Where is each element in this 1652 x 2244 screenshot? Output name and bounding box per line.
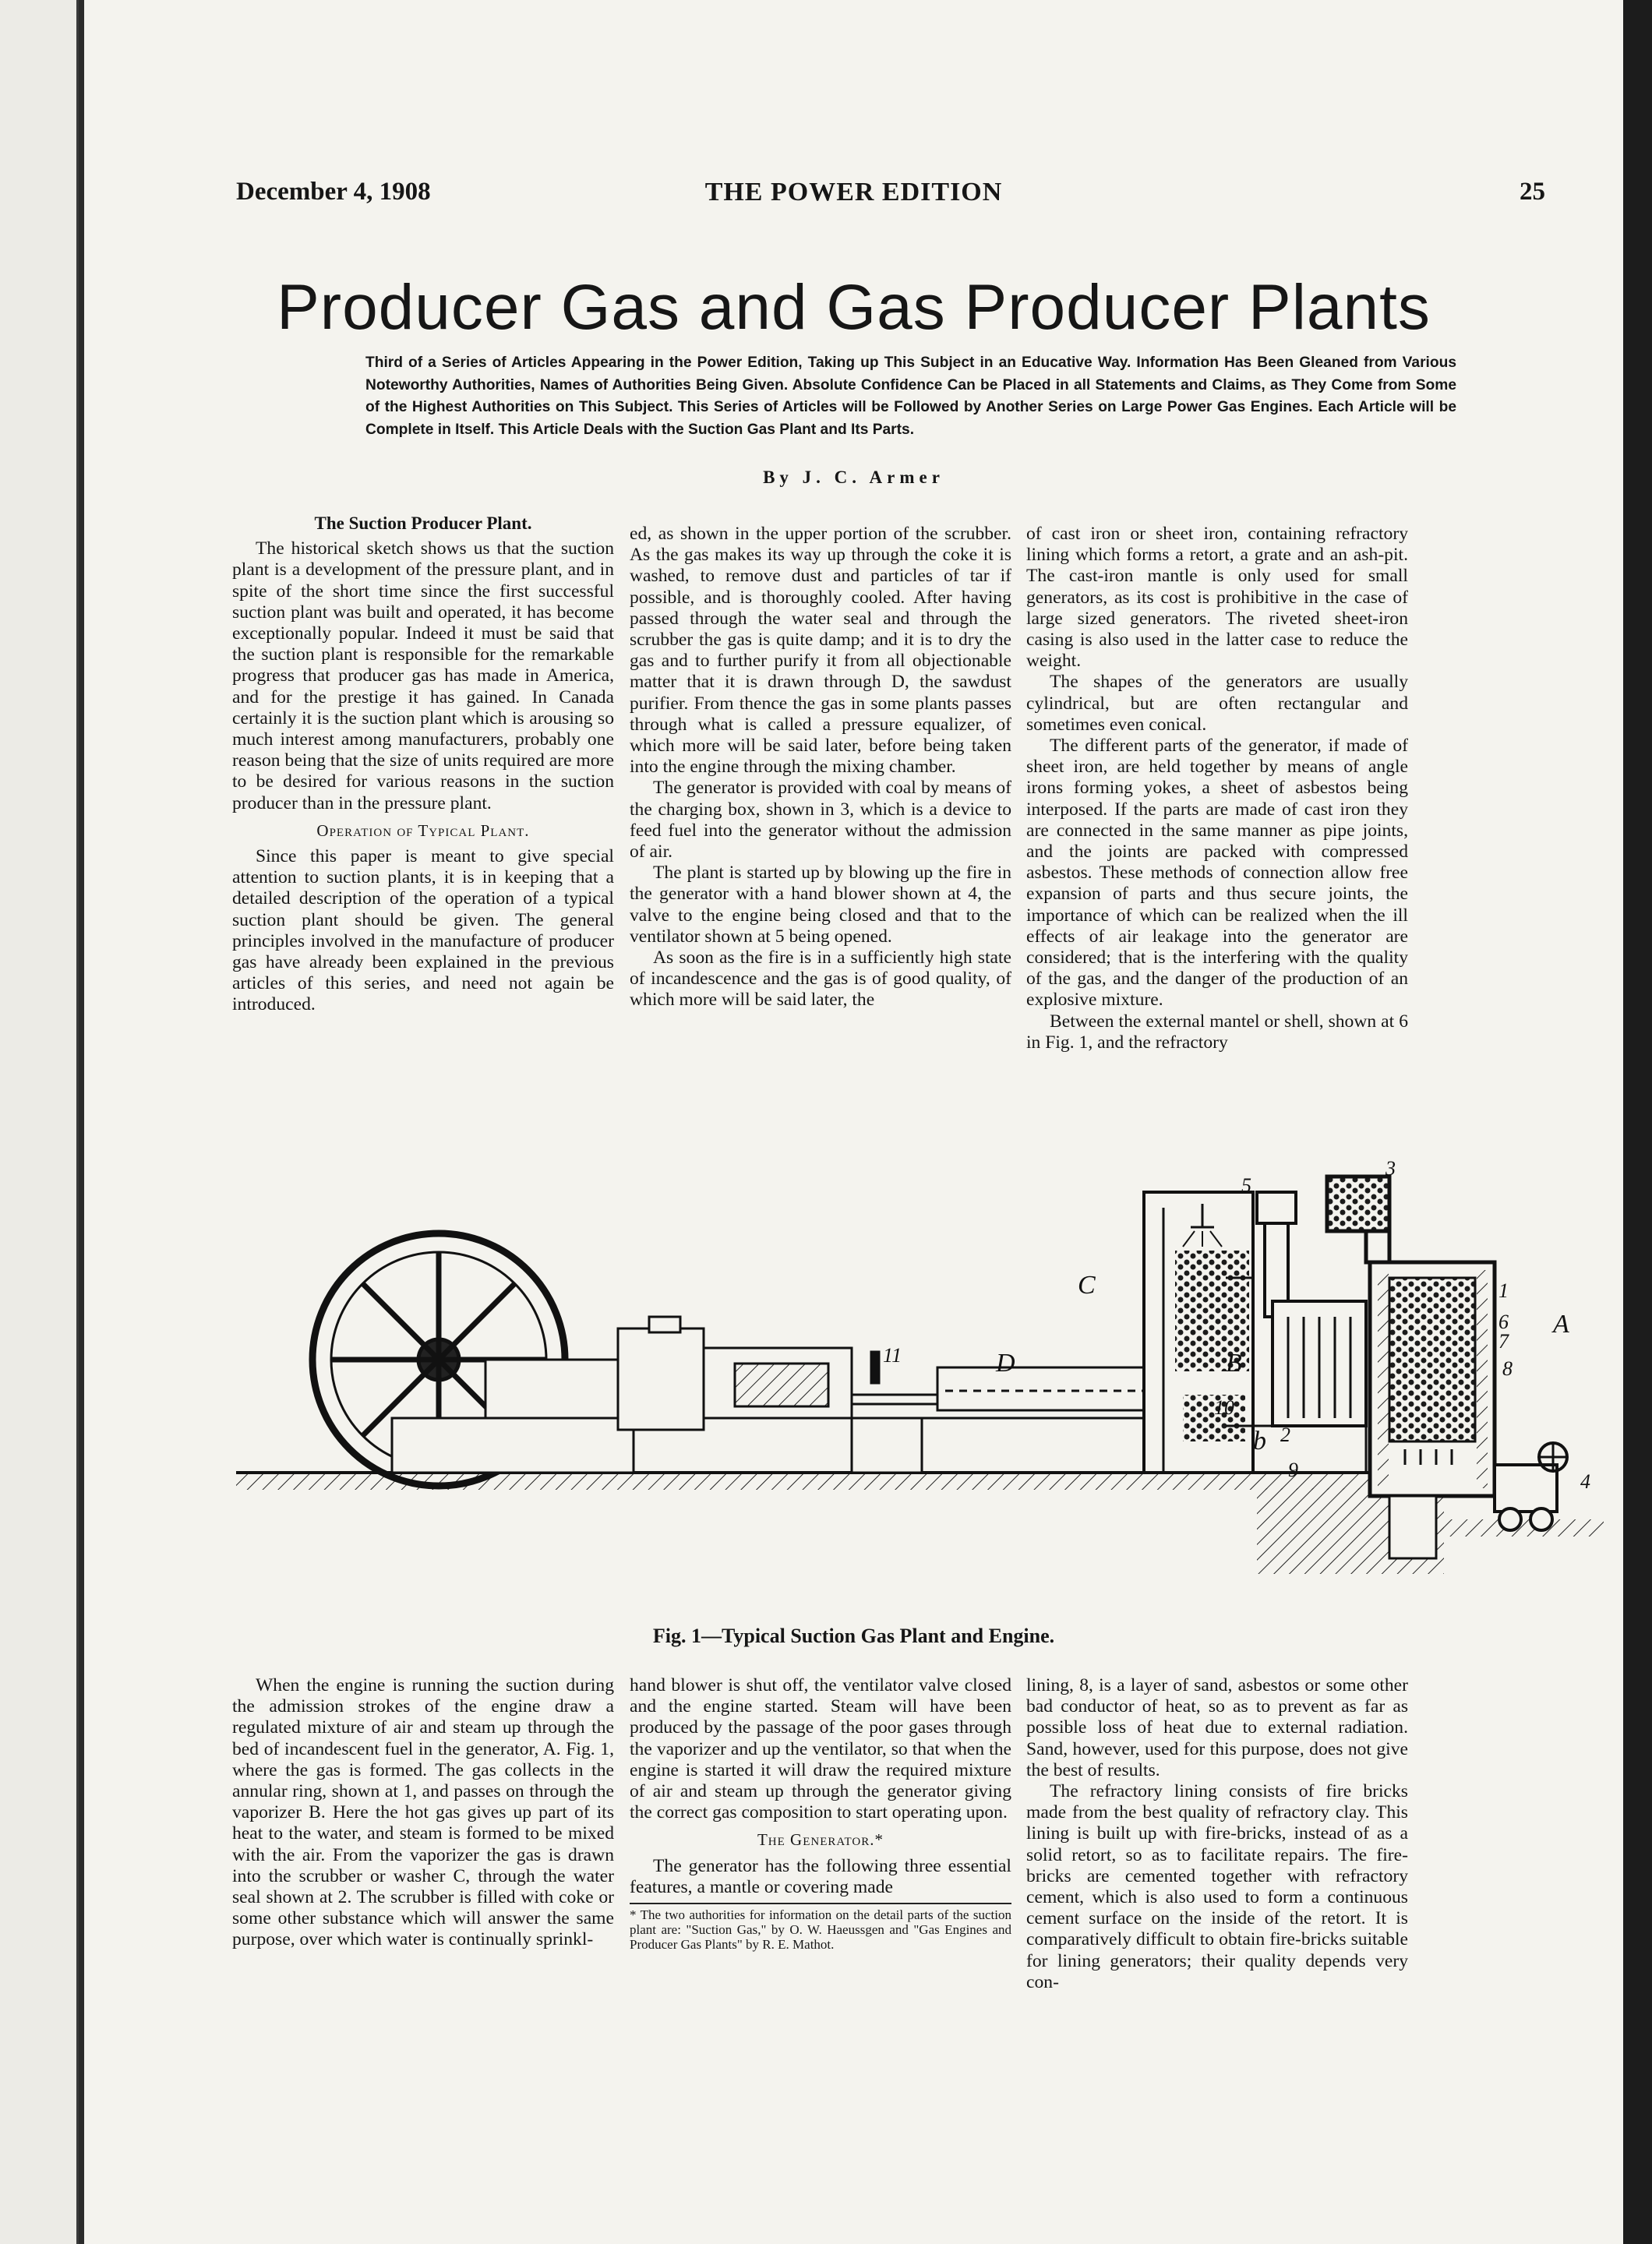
article-title: Producer Gas and Gas Producer Plants — [277, 272, 1431, 343]
paragraph: The different parts of the generator, if made of sheet iron, are held together by means of angle irons forming yokes, a sheet of asbestos being interposed. If the parts are made of cast iron they are connected in the same manner as pipe joints, and the joints are packed with compressed asbestos. These methods of connection allow free expansion of parts and thus secure joints, the importance of which can be realized when the ill effects of air leakage into the generator are considered; that is the interfering with the quality of the gas, and the danger of the production of an explosive mixture. — [1026, 736, 1408, 1011]
article-deck: Third of a Series of Articles Appearing in the Power Edition, Taking up This Subject in an Educative Way. Information Has Been Gleaned from Various Noteworthy Authorities, Names of Authorities Being Given. Absolute Confidence Can be Placed in all Statements and Claims, as They Come from Some of the Highest Authorities on This Subject. This Series of Articles will be Followed by Another Series on Large Power Gas Engines. Each Article will be Complete in Itself. This Article Deals with the Suction Gas Plant and Its Parts. — [365, 355, 1456, 438]
figure-label-8: 8 — [1502, 1357, 1513, 1380]
column-6 — [1026, 1675, 1408, 1993]
book-binding-edge — [1623, 0, 1652, 2244]
column-3 — [1026, 524, 1408, 1053]
figure-label-6: 6 — [1498, 1311, 1509, 1333]
figure-label-4: 4 — [1580, 1470, 1590, 1493]
suction-gas-plant-figure — [236, 1161, 1623, 1582]
page-number: 25 — [1520, 178, 1545, 206]
column-1 — [232, 513, 614, 1016]
section-heading: The Generator.* — [757, 1830, 884, 1850]
paragraph: hand blower is shut off, the ventilator valve closed and the engine started. Steam will have been produced by the passage of the poor gases through the vaporizer and up the ventilator, so that when the engine is started it will draw the required mixture of air and steam up through the generator giving the correct gas composition to start operating upon. — [630, 1675, 1011, 1823]
paragraph: The generator has the following three essential features, a mantle or covering made — [630, 1855, 1011, 1897]
paragraph: As soon as the fire is in a sufficiently high state of incandescence and the gas is of good quality, of which more will be said later, the — [630, 947, 1011, 1011]
paragraph: The historical sketch shows us that the suction plant is a development of the pressure plant, and in spite of the short time since the first successful suction plant was built and operated, it has become exceptionally popular. Indeed it must be said that the suction plant is responsible for the remarkable progress that producer gas has made in America, and for the prestige it has gained. In Canada certainly it is the suction plant which is arousing so much interest among manufacturers, probably one reason being that the size of units required are more to be desired for various reasons in the suction producer than in the pressure plant. — [232, 538, 614, 813]
figure-label-1: 1 — [1498, 1279, 1509, 1302]
paragraph: ed, as shown in the upper portion of the scrubber. As the gas makes its way up through the coke it is washed, to remove dust and particles of tar if possible, and is thoroughly cooled. After having passed through the water seal and through the scrubber the gas is quite damp; and it is to dry the gas and to further purify it from all objectionable matter that it is drawn through D, the sawdust purifier. From thence the gas in some plants passes through what is called a pressure equalizer, of which more will be said later, before being taken into the engine through the mixing chamber. — [630, 524, 1011, 778]
figure-label-7: 7 — [1498, 1330, 1509, 1353]
figure-label-b-lower: b — [1253, 1427, 1266, 1455]
figure-label-3: 3 — [1385, 1161, 1396, 1180]
paragraph: of cast iron or sheet iron, containing refractory lining which forms a retort, a grate and an ash-pit. The cast-iron mantle is only used for small generators, as its cost is prohibitive in the case of large sized generators. The riveted sheet-iron casing is also used in the latter case to reduce the weight. — [1026, 524, 1408, 672]
figure-label-2: 2 — [1280, 1424, 1290, 1446]
figure-label-9: 9 — [1288, 1459, 1298, 1481]
paragraph: The plant is started up by blowing up the fire in the generator with a hand blower shown at 4, the valve to the engine being closed and that to the ventilator shown at 5 being opened. — [630, 863, 1011, 947]
paragraph: The refractory lining consists of fire bricks made from the best quality of refractory clay. This lining is built up with fire-bricks, instead of as a solid retort, so as to facilitate repairs. The fire-bricks are cemented together with refractory cement, which is also used to form a continuous cement surface on the inside of the retort. It is comparatively difficult to obtain fire-bricks suitable for lining generators; their quality depends very con- — [1026, 1781, 1408, 1992]
subsection-heading: Operation of Typical Plant. — [316, 820, 530, 840]
paragraph: The shapes of the generators are usually cylindrical, but are often rectangular and sometimes even conical. — [1026, 672, 1408, 735]
column-5 — [630, 1675, 1011, 1952]
paragraph: lining, 8, is a layer of sand, asbestos or some other bad conductor of heat, so as to prevent as far as possible loss of heat due to external radiation. Sand, however, used for this purpose, does not give the best of results. — [1026, 1675, 1408, 1780]
figure-label-11: 11 — [883, 1344, 902, 1367]
hand-blower — [1495, 1443, 1567, 1530]
figure-label-c: C — [1078, 1271, 1096, 1300]
column-2 — [630, 524, 1011, 1011]
column-4 — [232, 1675, 614, 1951]
footnote: * The two authorities for information on the detail parts of the suction plant are: "Suction Gas," by O. W. Haeussgen and "Gas Engines and Producer Gas Plants" by R. E. Mathot. — [630, 1903, 1011, 1952]
page — [84, 0, 1623, 2244]
header-publication: THE POWER EDITION — [704, 178, 1003, 206]
byline: By J. C. Armer — [763, 468, 944, 487]
figure-label-b: B — [1226, 1349, 1242, 1378]
section-heading: The Suction Producer Plant. — [314, 513, 532, 533]
figure-label-5: 5 — [1241, 1174, 1251, 1197]
figure-label-10: 10 — [1214, 1396, 1234, 1419]
scrubber — [1144, 1192, 1253, 1473]
figure-label-d: D — [996, 1349, 1015, 1378]
paragraph: The generator is provided with coal by means of the charging box, shown in 3, which is a device to feed fuel into the generator without the admission of air. — [630, 778, 1011, 863]
figure-caption: Fig. 1—Typical Suction Gas Plant and Engine. — [652, 1625, 1055, 1647]
header-date: December 4, 1908 — [236, 178, 431, 206]
paragraph: Since this paper is meant to give special attention to suction plants, it is in keeping that a detailed description of the operation of a typical suction plant should be given. The general principles involved in the manufacture of producer gas have already been explained in the previous articles of this series, and need not again be introduced. — [232, 846, 614, 1015]
previous-page-edge — [0, 0, 79, 2244]
paragraph: Between the external mantel or shell, shown at 6 in Fig. 1, and the refractory — [1026, 1011, 1408, 1053]
figure-label-a: A — [1553, 1310, 1569, 1339]
paragraph: When the engine is running the suction during the admission strokes of the engine draw a regulated mixture of air and steam up through the bed of incandescent fuel in the generator, A. Fig. 1, where the gas is formed. The gas collects in the annular ring, shown at 1, and passes on through the vaporizer B. Here the hot gas gives up part of its heat to the water, and steam is formed to be mixed with the air. From the vaporizer the gas is drawn into the scrubber or washer C, through the water seal shown at 2. The scrubber is filled with coke or some other substance which will answer the same purpose, over which water is continually sprinkl- — [232, 1675, 614, 1950]
